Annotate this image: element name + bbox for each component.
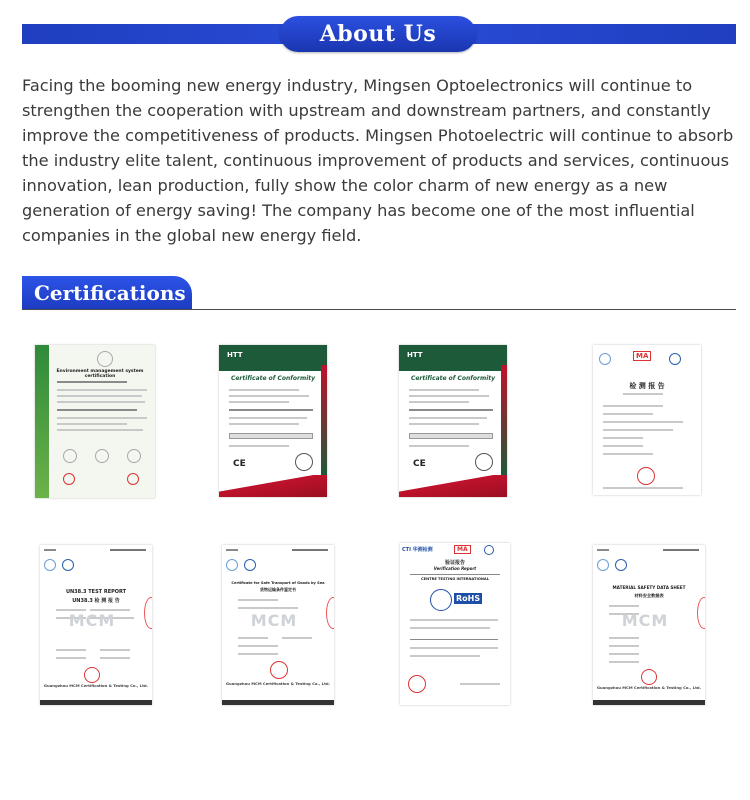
certificate-un38[interactable] [40, 545, 152, 705]
certificate-msds[interactable] [593, 545, 705, 705]
cert-heading: MATERIAL SAFETY DATA SHEET [612, 585, 686, 590]
cert-subheading: 货物运输条件鉴定书 [260, 587, 296, 592]
cnas-logo-icon [599, 353, 611, 365]
mcm-watermark: MCM [621, 611, 669, 630]
cert-subheading: Verification Report [433, 566, 477, 571]
ilac-logo-icon [669, 353, 681, 365]
about-paragraph: Facing the booming new energy industry, Mingsen Optoelectronics will continue to strengthen the cooperation with upstream and downstream partners, and constantly improve the competitiveness of products. Mingsen Photoelectric will continue to absorb the industry elite talent, continuous improvement of products and services, continuous innovation, lean production, fully show the color charm of new energy as a new generation of energy saving! The company has become one of the most influential companies in the global new energy field. [22, 76, 734, 245]
certifications-divider [22, 309, 736, 310]
cert-heading: 检 测 报 告 [629, 382, 665, 390]
red-seal-icon [637, 467, 655, 485]
ma-logo-icon: MA [633, 351, 651, 361]
htt-logo: HTT [407, 351, 423, 359]
rohs-badge: RoHS [456, 594, 481, 603]
cti-logo: CTI 华测检测 [402, 547, 433, 553]
ce-mark-icon: CE [413, 459, 426, 469]
certificate-test-report[interactable] [593, 345, 701, 495]
cert-heading: Certificate of Conformity [230, 375, 316, 382]
cert-logo-icon [97, 351, 113, 367]
certificate-sea-transport[interactable] [222, 545, 334, 705]
cert-org: CENTRE TESTING INTERNATIONAL [421, 577, 489, 581]
about-title: About Us [280, 16, 476, 52]
certificate-environment[interactable] [35, 345, 155, 498]
cert-heading: Certificate for Safe Transport of Goods by Sea [231, 581, 325, 585]
mcm-watermark: MCM [250, 611, 298, 630]
cti-seal-icon [430, 589, 452, 611]
cert-footer: Guangzhou MCM Certification & Testing Co., Ltd. [596, 685, 702, 690]
cert-heading: UN38.3 TEST REPORT [65, 589, 127, 595]
certifications-title: Certifications [22, 276, 192, 310]
cert-footer: Guangzhou MCM Certification & Testing Co., Ltd. [43, 683, 149, 688]
certificate-cti-verification[interactable] [400, 543, 510, 705]
cert-heading: 验证报告 [444, 560, 465, 566]
htt-logo: HTT [227, 351, 243, 359]
green-border [35, 345, 49, 498]
ma-logo-icon: MA [454, 545, 471, 554]
certificate-htt-1[interactable] [219, 345, 327, 497]
certificate-htt-2[interactable] [399, 345, 507, 497]
cert-heading: Environment management system certification [56, 369, 144, 379]
cert-footer: Guangzhou MCM Certification & Testing Co., Ltd. [225, 681, 331, 686]
cert-heading: Certificate of Conformity [410, 375, 496, 382]
cert-subheading: 材料安全数据表 [634, 593, 664, 598]
cert-subheading: UN38.3 检 测 报 告 [72, 598, 120, 604]
ce-mark-icon: CE [233, 459, 246, 469]
mcm-watermark: MCM [68, 611, 116, 630]
